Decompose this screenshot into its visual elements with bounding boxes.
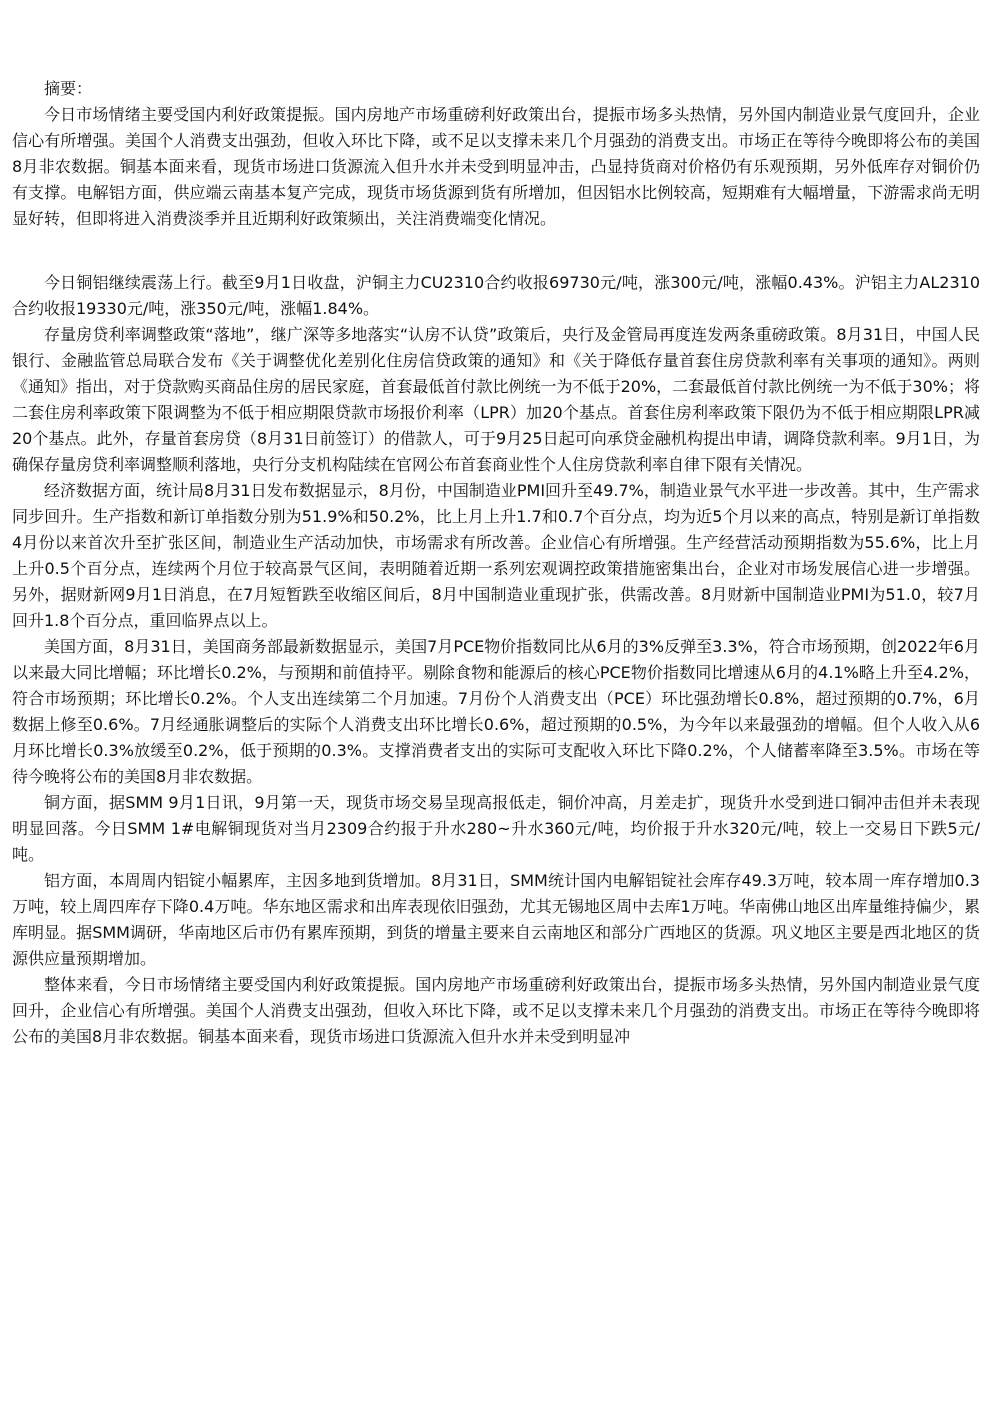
economic-data-paragraph: 经济数据方面，统计局8月31日发布数据显示，8月份，中国制造业PMI回升至49.7%，制造业景气水平进一步改善。其中，生产需求同步回升。生产指数和新订单指数分别为51.9%和50.2%，比上月上升1.7和0.7个百分点，均为近5个月以来的高点，特别是新订单指数4月份以来首次升至扩张区间，制造业生产活动加快，市场需求有所改善。企业信心有所增强。生产经营活动预期指数为55.6%，比上月上升0.5个百分点，连续两个月位于较高景气区间，表明随着近期一系列宏观调控政策措施密集出台，企业对市场发展信心进一步增强。另外，据财新网9月1日消息，在7月短暂跌至收缩区间后，8月中国制造业重现扩张，供需改善。8月财新中国制造业PMI为51.0，较7月回升1.8个百分点，重回临界点以上。: [12, 481, 980, 630]
mortgage-policy-paragraph: 存量房贷利率调整政策“落地”，继广深等多地落实“认房不认贷”政策后，央行及金管局再度连发两条重磅政策。8月31日，中国人民银行、金融监管总局联合发布《关于调整优化差别化住房信贷政策的通知》和《关于降低存量首套住房贷款利率有关事项的通知》。两则《通知》指出，对于贷款购买商品住房的居民家庭，首套最低首付款比例统一为不低于20%，二套最低首付款比例统一为不低于30%；将二套住房利率政策下限调整为不低于相应期限贷款市场报价利率（LPR）加20个基点。首套住房利率政策下限仍为不低于相应期限LPR减20个基点。此外，存量首套房贷（8月31日前签订）的借款人，可于9月25日起可向承贷金融机构提出申请，调降贷款利率。9月1日，为确保存量房贷利率调整顺利落地，央行分支机构陆续在官网公布首套商业性个人住房贷款利率自律下限有关情况。: [12, 325, 980, 474]
summary-heading: 摘要：: [44, 79, 93, 98]
document-body: [12, 76, 980, 1050]
us-data-paragraph: 美国方面，8月31日，美国商务部最新数据显示，美国7月PCE物价指数同比从6月的3%反弹至3.3%，符合市场预期，创2022年6月以来最大同比增幅；环比增长0.2%，与预期和前值持平。剔除食物和能源后的核心PCE物价指数同比增速从6月的4.1%略上升至4.2%，符合市场预期；环比增长0.2%。个人支出连续第二个月加速。7月份个人消费支出（PCE）环比强劲增长0.8%，超过预期的0.7%，6月数据上修至0.6%。7月经通胀调整后的实际个人消费支出环比增长0.6%，超过预期的0.5%，为今年以来最强劲的增幅。但个人收入从6月环比增长0.3%放缓至0.2%，低于预期的0.3%。支撑消费者支出的实际可支配收入环比下降0.2%，个人储蓄率降至3.5%。市场在等待今晚将公布的美国8月非农数据。: [12, 637, 980, 786]
paragraph-spacer: [12, 232, 980, 270]
market-close-paragraph: 今日铜铝继续震荡上行。截至9月1日收盘，沪铜主力CU2310合约收报69730元/吨，涨300元/吨，涨幅0.43%。沪铝主力AL2310合约收报19330元/吨，涨350元/吨，涨幅1.84%。: [12, 273, 980, 318]
summary-paragraph: 今日市场情绪主要受国内利好政策提振。国内房地产市场重磅利好政策出台，提振市场多头热情，另外国内制造业景气度回升，企业信心有所增强。美国个人消费支出强劲，但收入环比下降，或不足以支撑未来几个月强劲的消费支出。市场正在等待今晚即将公布的美国8月非农数据。铜基本面来看，现货市场进口货源流入但升水并未受到明显冲击，凸显持货商对价格仍有乐观预期，另外低库存对铜价仍有支撑。电解铝方面，供应端云南基本复产完成，现货市场货源到货有所增加，但因铝水比例较高，短期难有大幅增量，下游需求尚无明显好转，但即将进入消费淡季并且近期利好政策频出，关注消费端变化情况。: [12, 105, 980, 228]
overall-paragraph: 整体来看，今日市场情绪主要受国内利好政策提振。国内房地产市场重磅利好政策出台，提振市场多头热情，另外国内制造业景气度回升，企业信心有所增强。美国个人消费支出强劲，但收入环比下降，或不足以支撑未来几个月强劲的消费支出。市场正在等待今晚即将公布的美国8月非农数据。铜基本面来看，现货市场进口货源流入但升水并未受到明显冲: [12, 975, 980, 1046]
aluminum-paragraph: 铝方面，本周周内铝锭小幅累库，主因多地到货增加。8月31日，SMM统计国内电解铝锭社会库存49.3万吨，较本周一库存增加0.3万吨，较上周四库存下降0.4万吨。华东地区需求和出库表现依旧强劲，尤其无锡地区周中去库1万吨。华南佛山地区出库量维持偏少，累库明显。据SMM调研，华南地区后市仍有累库预期，到货的增量主要来自云南地区和部分广西地区的货源。巩义地区主要是西北地区的货源供应量预期增加。: [12, 871, 980, 968]
copper-paragraph: 铜方面，据SMM 9月1日讯，9月第一天，现货市场交易呈现高报低走，铜价冲高，月差走扩，现货升水受到进口铜冲击但并未表现明显回落。今日SMM 1#电解铜现货对当月2309合约报于升水280~升水360元/吨，均价报于升水320元/吨，较上一交易日下跌5元/吨。: [12, 793, 980, 864]
